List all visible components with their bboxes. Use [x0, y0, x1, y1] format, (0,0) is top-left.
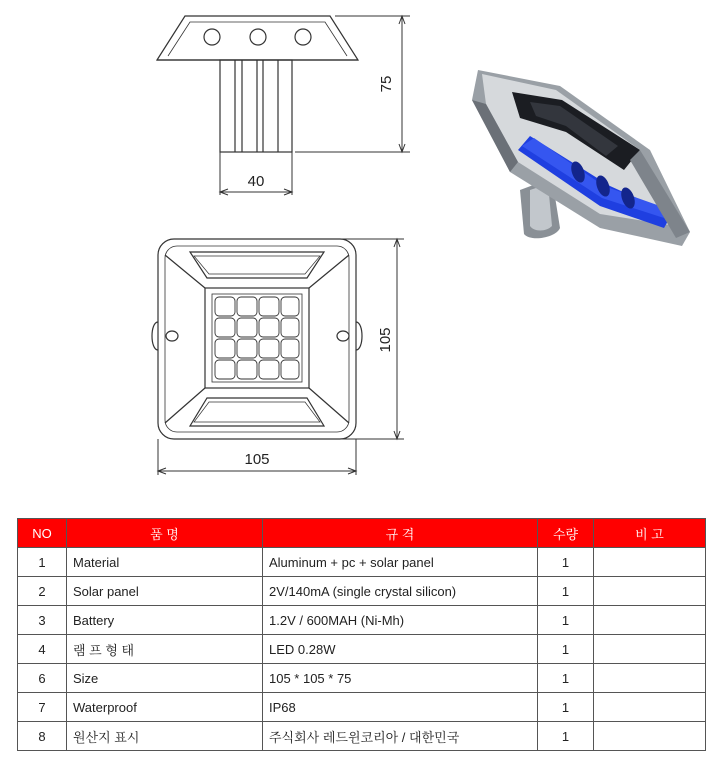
- header-note: 비 고: [594, 519, 706, 548]
- row-no: 2: [18, 577, 67, 606]
- row-no: 1: [18, 548, 67, 577]
- top-height-label: 105: [377, 327, 394, 353]
- row-qty: 1: [538, 635, 594, 664]
- row-name: Size: [67, 664, 263, 693]
- row-no: 7: [18, 693, 67, 722]
- table-row: [18, 606, 706, 635]
- row-name: Solar panel: [67, 577, 263, 606]
- row-spec: LED 0.28W: [263, 635, 538, 664]
- row-qty: 1: [538, 577, 594, 606]
- row-note: [594, 577, 706, 606]
- row-name: Battery: [67, 606, 263, 635]
- row-qty: 1: [538, 693, 594, 722]
- row-note: [594, 693, 706, 722]
- row-name: Waterproof: [67, 693, 263, 722]
- row-qty: 1: [538, 548, 594, 577]
- header-no: NO: [18, 519, 67, 548]
- reflector-hole: [295, 29, 311, 45]
- product-photo: [472, 70, 690, 246]
- row-name: 원산지 표시: [67, 722, 263, 751]
- side-height-label: 75: [378, 75, 395, 93]
- row-qty: 1: [538, 664, 594, 693]
- header-name: 품 명: [67, 519, 263, 548]
- table-row: [18, 548, 706, 577]
- side-view: [157, 16, 358, 152]
- row-spec: 2V/140mA (single crystal silicon): [263, 577, 538, 606]
- row-spec: 주식회사 레드윈코리아 / 대한민국: [263, 722, 538, 751]
- header-qty: 수량: [538, 519, 594, 548]
- row-name: Material: [67, 548, 263, 577]
- row-spec: 105 * 105 * 75: [263, 664, 538, 693]
- row-note: [594, 548, 706, 577]
- row-spec: 1.2V / 600MAH (Ni-Mh): [263, 606, 538, 635]
- table-row: [18, 664, 706, 693]
- table-row: [18, 577, 706, 606]
- header-spec: 규 격: [263, 519, 538, 548]
- row-qty: 1: [538, 722, 594, 751]
- top-width-label: 105: [244, 451, 270, 468]
- row-note: [594, 606, 706, 635]
- row-no: 6: [18, 664, 67, 693]
- table-row: [18, 693, 706, 722]
- row-no: 8: [18, 722, 67, 751]
- row-note: [594, 722, 706, 751]
- table-row: [18, 635, 706, 664]
- top-height-dimension: [340, 239, 404, 439]
- solar-panel: [215, 297, 299, 379]
- row-name: 램 프 형 태: [67, 635, 263, 664]
- row-note: [594, 664, 706, 693]
- row-spec: Aluminum + pc + solar panel: [263, 548, 538, 577]
- side-width-label: 40: [247, 173, 265, 190]
- row-note: [594, 635, 706, 664]
- reflector-hole: [204, 29, 220, 45]
- row-no: 4: [18, 635, 67, 664]
- row-spec: IP68: [263, 693, 538, 722]
- row-no: 3: [18, 606, 67, 635]
- table-header-row: [18, 519, 706, 548]
- row-qty: 1: [538, 606, 594, 635]
- top-view: [152, 239, 362, 439]
- spec-table: [17, 518, 706, 751]
- table-row: [18, 722, 706, 751]
- reflector-hole: [250, 29, 266, 45]
